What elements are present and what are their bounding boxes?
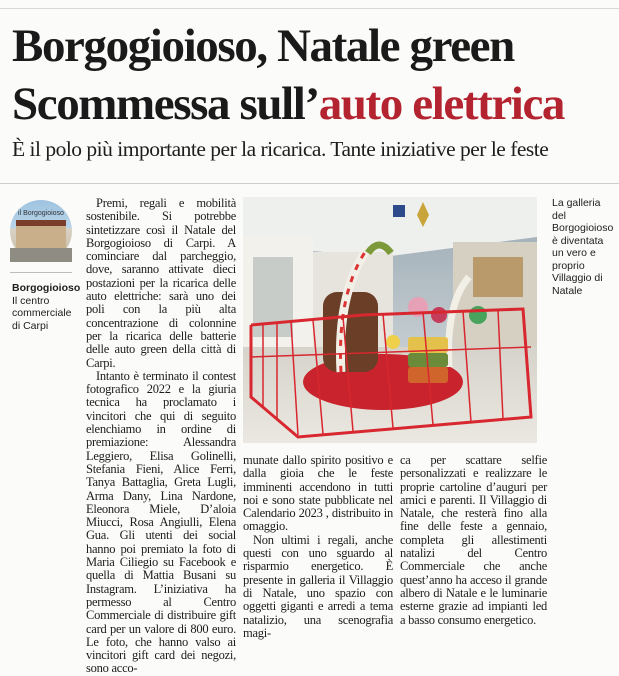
- sidebar-rule: [10, 272, 72, 273]
- article-column-2: [243, 453, 393, 640]
- article-paragraph: ca per scattare selfie personalizzati e realizzare le proprie cartoline d’auguri per amici e parenti. Il Villaggio di Natale, che resterà fino alla fine delle feste a gennaio, completa gli allestimenti natalizi del Centro Commerciale che anche quest’anno ha acceso il grande albero di Natale e le luminarie esterne grazie ad impianti led a basso consumo energetico.: [400, 453, 547, 627]
- christmas-village-photo: [243, 197, 537, 443]
- headline-line-2-plain: Scommessa sull’: [12, 78, 319, 130]
- photo-caption: La galleria del Borgogioioso è diventata un vero e proprio Villaggio di Natale: [552, 197, 614, 297]
- thumbnail-ground: [10, 248, 72, 262]
- article-paragraph: Non ultimi i regali, anche questi con uno sguardo al risparmio energetico. È presente in galleria il Villaggio di Natale, uno spazio con oggetti giganti e arredi a tema natalizio, una scenografia magi-: [243, 532, 393, 640]
- subheadline: È il polo più importante per la ricarica. Tante iniziative per le feste: [12, 137, 549, 161]
- borgogioioso-thumbnail: [10, 200, 72, 262]
- thumbnail-sign-band: [16, 220, 66, 226]
- article-column-1: [86, 196, 236, 676]
- thumbnail-caption-text: Il centro commerciale di Carpi: [12, 294, 72, 332]
- headline-accent: auto elettrica: [318, 78, 565, 130]
- article-paragraph: Intanto è terminato il contest fotografico 2022 e la giuria tecnica ha proclamato i vincitori che qui di seguito elenchiamo in ordine di premiazione: Alessandra Leggiero, Elisa Golinelli, Stefania Fieni, Alice Ferri, Tanya Battaglia, Greta Lugli, Arma Dany, Lina Nardone, Eleonora Miele, D’aloia Miucci, Rosa Angiulli, Elena Gua. Gli utenti dei social hanno poi premiato la foto di Maria Ciliegio su Facebook e quella di Mattia Busani su Instagram. L’iniziativa ha permesso al Centro Commerciale di distribuire gift card per un valore di 800 euro. Le foto, che hanno valso ai vincitori gift card dei negozi, sono acco-: [86, 368, 236, 676]
- thumbnail-logo-text: il Borgogioioso: [18, 210, 64, 217]
- thumbnail-caption-title: Borgogioioso: [12, 282, 81, 294]
- photo-illustration: [243, 197, 537, 443]
- top-rule: [0, 8, 619, 9]
- header-rule: [0, 183, 619, 184]
- thumbnail-caption: [12, 282, 81, 332]
- article-paragraph: Premi, regali e mobilità sostenibile. Si potrebbe sintetizzare così il Natale del Borgogioioso di Carpi. A cominciare dal parcheggio, dove, saranno attivate dieci postazioni per la ricarica delle auto elettriche: sarà uno dei poli con la più alta concentrazione di colonnine per la ricarica delle batterie delle auto green della città di Carpi.: [86, 196, 236, 370]
- article-paragraph: munate dallo spirito positivo e dalla gioia che le feste imminenti accendono in tutti noi e sono state pubblicate nel Calendario 2023 , distribuito in omaggio.: [243, 453, 393, 534]
- article-column-3: [400, 453, 547, 627]
- headline-line-1: Borgogioioso, Natale green: [12, 20, 514, 72]
- headline-line-2: [12, 78, 612, 130]
